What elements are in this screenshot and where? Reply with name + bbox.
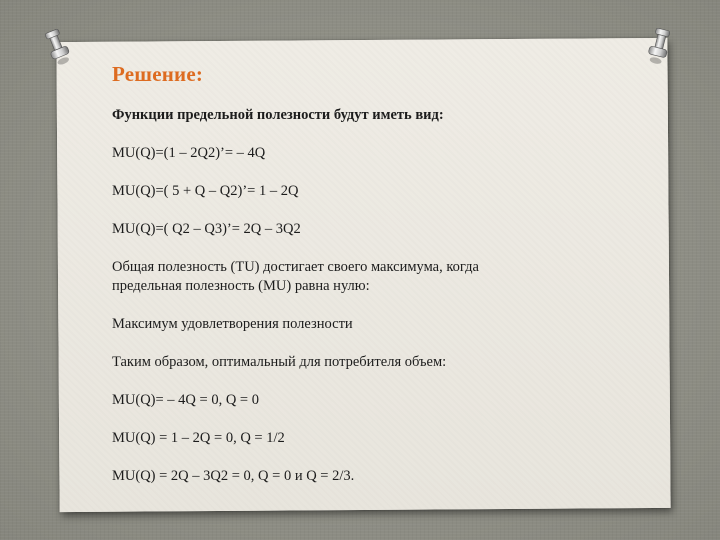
formula-line: MU(Q) = 2Q – 3Q2 = 0, Q = 0 и Q = 2/3. — [112, 468, 355, 484]
text-line: Таким образом, оптимальный для потребителя объем: — [112, 354, 447, 370]
text-line: предельная полезность (MU) равна нулю: — [112, 278, 370, 294]
formula-line: MU(Q)=( Q2 – Q3)’= 2Q – 3Q2 — [112, 221, 301, 237]
section-heading: Функции предельной полезности будут иметь вид: — [112, 107, 444, 123]
pushpin-icon — [644, 26, 675, 68]
formula-line: MU(Q)=( 5 + Q – Q2)’= 1 – 2Q — [112, 183, 299, 199]
formula-line: MU(Q)=(1 – 2Q2)’= – 4Q — [112, 145, 266, 161]
slide-content — [112, 62, 632, 486]
pushpin-icon — [41, 26, 76, 69]
formula-line: MU(Q) = 1 – 2Q = 0, Q = 1/2 — [112, 430, 285, 446]
text-line: Максимум удовлетворения полезности — [112, 316, 353, 332]
text-line: Общая полезность (TU) достигает своего максимума, когда — [112, 259, 479, 275]
slide-title: Решение: — [112, 62, 204, 86]
formula-line: MU(Q)= – 4Q = 0, Q = 0 — [112, 392, 259, 408]
